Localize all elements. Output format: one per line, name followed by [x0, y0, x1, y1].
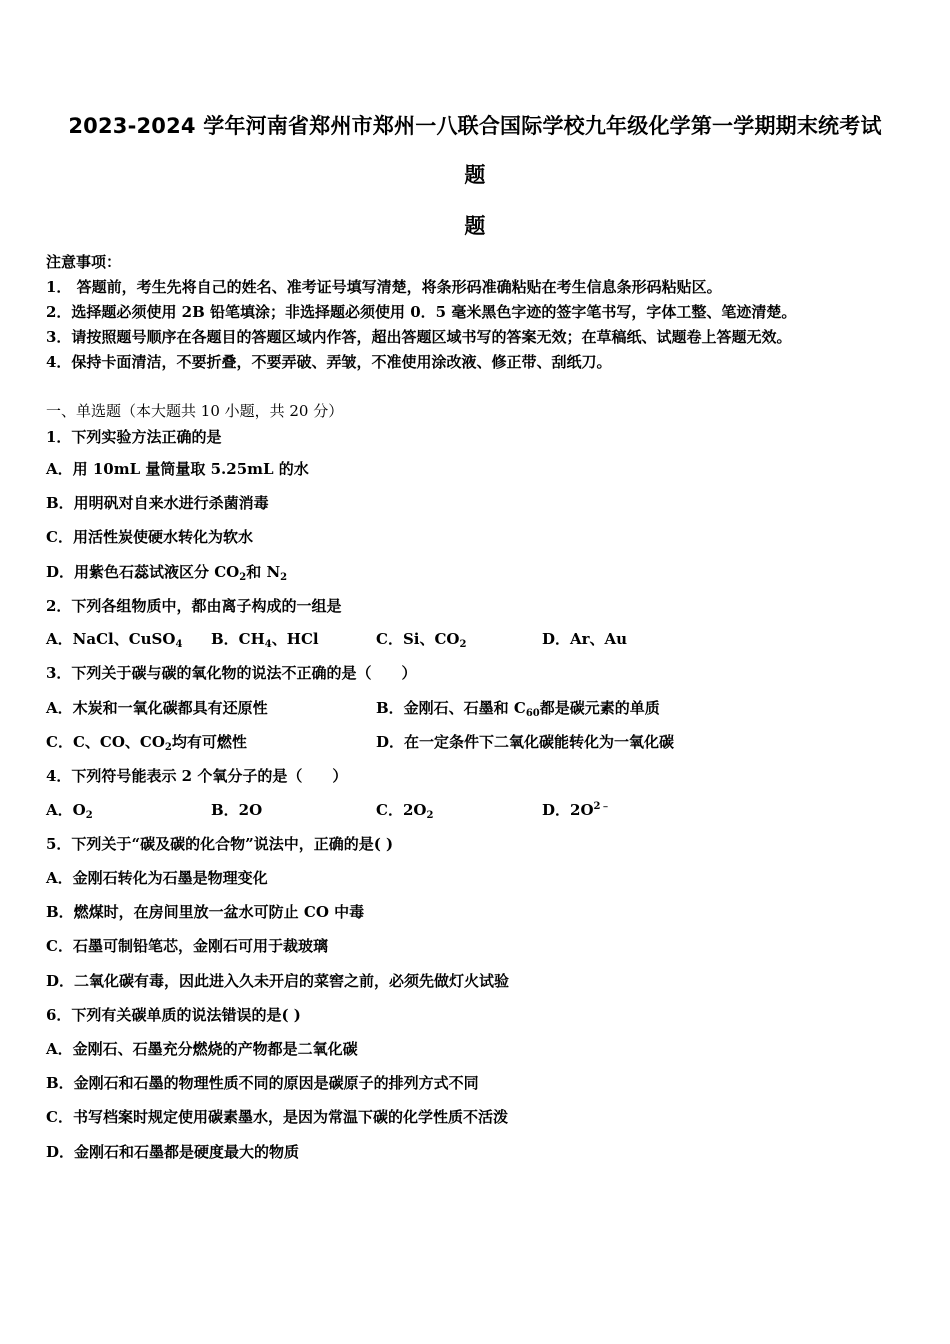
question-stem: 6．下列有关碳单质的说法错误的是( ) — [46, 1006, 301, 1024]
option-d: D．在一定条件下二氧化碳能转化为一氧化碳 — [376, 733, 675, 751]
question-stem: 2．下列各组物质中，都由离子构成的一组是 — [46, 597, 342, 615]
option-c: C．用活性炭使硬水转化为软水 — [46, 528, 253, 546]
page-title-line-3: 题 — [464, 214, 486, 238]
question-stem: 5．下列关于“碳及碳的化合物”说法中，正确的是( ) — [46, 835, 394, 853]
option-b: B．金刚石、石墨和 $C_{60}$都是碳元素的单质 — [376, 699, 660, 719]
option-a: A．金刚石转化为石墨是物理变化 — [46, 869, 268, 887]
option-a: A．用 10mL 量筒量取 5.25mL 的水 — [46, 460, 309, 478]
note-item-2: 2．选择题必须使用 2B 铅笔填涂；非选择题必须使用 0．5 毫米黑色字迹的签字笔书写，字体工整、笔迹清楚。 — [46, 303, 797, 321]
option-b: B．金刚石和石墨的物理性质不同的原因是碳原子的排列方式不同 — [46, 1074, 479, 1092]
option-d: D．二氧化碳有毒，因此进入久未开启的菜窖之前，必须先做灯火试验 — [46, 972, 510, 990]
option-c: C．书写档案时规定使用碳素墨水，是因为常温下碳的化学性质不活泼 — [46, 1108, 508, 1126]
option-b: B．燃煤时，在房间里放一盆水可防止 CO 中毒 — [46, 903, 365, 921]
option-a: A．木炭和一氧化碳都具有还原性 — [46, 699, 268, 717]
question-stem: 1．下列实验方法正确的是 — [46, 428, 222, 446]
option-c: C．C、CO、$CO_2$均有可燃性 — [46, 733, 247, 753]
note-item-4: 4．保持卡面清洁，不要折叠，不要弄破、弄皱，不准使用涂改液、修正带、刮纸刀。 — [46, 353, 612, 371]
option-d: D．用紫色石蕊试液区分 $CO_2$和 $N_2$ — [46, 563, 288, 583]
option-a: A．NaCl、CuSO$_4$ — [46, 630, 183, 650]
option-b: B．用明矾对自来水进行杀菌消毒 — [46, 494, 269, 512]
option-d: D．Ar、Au — [542, 630, 628, 648]
page-title-line-2: 题 — [464, 163, 486, 187]
page-title-line-1: 2023-2024 学年河南省郑州市郑州一八联合国际学校九年级化学第一学期期末统考试 — [68, 114, 882, 138]
option-d: D．金刚石和石墨都是硬度最大的物质 — [46, 1143, 300, 1161]
option-a: A．$O_2$ — [46, 801, 93, 821]
option-c: C．$2O_2$ — [376, 801, 434, 821]
option-a: A．金刚石、石墨充分燃烧的产物都是二氧化碳 — [46, 1040, 358, 1058]
note-item-1: 1． 答题前，考生先将自己的姓名、准考证号填写清楚，将条形码准确粘贴在考生信息条形码粘贴区。 — [46, 278, 722, 296]
option-c: C．Si、$CO_2$ — [376, 630, 467, 650]
note-item-3: 3．请按照题号顺序在各题目的答题区域内作答，超出答题区域书写的答案无效；在草稿纸、试题卷上答题无效。 — [46, 328, 792, 346]
question-stem: 4．下列符号能表示 2 个氧分子的是（ ） — [46, 767, 348, 785]
notes-heading: 注意事项： — [46, 253, 122, 271]
option-c: C．石墨可制铅笔芯，金刚石可用于裁玻璃 — [46, 937, 328, 955]
option-d: D．$2O^{2﹣}$ — [542, 801, 611, 819]
question-stem: 3．下列关于碳与碳的氧化物的说法不正确的是（ ） — [46, 664, 417, 682]
option-b: B．$CH_4$、HCl — [211, 630, 319, 650]
section-heading: 一、单选题（本大题共 10 小题，共 20 分） — [46, 402, 344, 420]
option-b: B．2O — [211, 801, 263, 819]
